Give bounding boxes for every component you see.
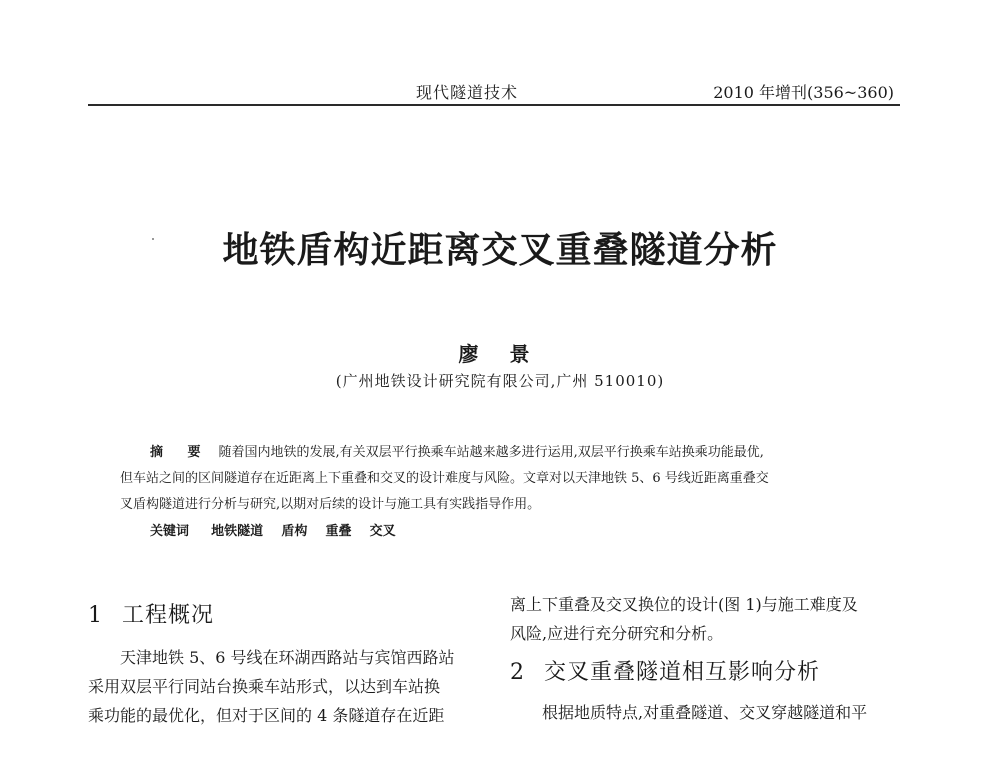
keywords-label: 关键词 <box>150 524 190 539</box>
body-line: 天津地铁 5、6 号线在环湖西路站与宾馆西路站 <box>120 648 455 667</box>
right-column <box>510 590 910 727</box>
body-line: 乘功能的最优化，但对于区间的 4 条隧道存在近距 <box>88 706 445 725</box>
abstract-label: 摘 要 <box>150 445 211 460</box>
body-line: 根据地质特点,对重叠隧道、交叉穿越隧道和平 <box>542 703 868 722</box>
section-heading-2 <box>510 655 910 686</box>
keyword: 盾构 <box>281 524 308 539</box>
paper-title: 地铁盾构近距离交叉重叠隧道分析 <box>222 229 778 271</box>
keyword: 重叠 <box>325 524 352 539</box>
journal-name: 现代隧道技术 <box>416 83 519 102</box>
running-header <box>88 74 900 106</box>
author-name: 廖 景 <box>458 342 542 366</box>
body-line: 采用双层平行同站台换乘车站形式，以达到车站换 <box>88 677 441 696</box>
author-affiliation: (广州地铁设计研究院有限公司,广州 510010) <box>335 372 665 390</box>
section-number: 2 <box>510 660 525 685</box>
section-title: 工程概况 <box>122 603 215 628</box>
abstract-line: 但车站之间的区间隧道存在近距离上下重叠和交叉的设计难度与风险。文章对以天津地铁 5、6 号线近距离重叠交 <box>120 471 769 486</box>
issue-info: 2010 年增刊(356~360) <box>713 83 894 102</box>
abstract <box>120 440 880 518</box>
abstract-text: 随着国内地铁的发展,有关双层平行换乘车站越来越多进行运用,双层平行换乘车站换乘功能最优, <box>218 445 764 460</box>
body-line: 离上下重叠及交叉换位的设计(图 1)与施工难度及 <box>510 595 858 614</box>
keyword: 交叉 <box>369 524 396 539</box>
left-column <box>88 598 486 730</box>
section-number: 1 <box>88 603 103 628</box>
body-line: 风险,应进行充分研究和分析。 <box>510 624 724 643</box>
keywords <box>150 520 410 539</box>
keyword: 地铁隧道 <box>211 524 264 539</box>
abstract-line <box>120 440 880 466</box>
abstract-line: 叉盾构隧道进行分析与研究,以期对后续的设计与施工具有实践指导作用。 <box>120 497 541 512</box>
section-title: 交叉重叠隧道相互影响分析 <box>544 660 821 685</box>
section-heading-1 <box>88 598 486 629</box>
